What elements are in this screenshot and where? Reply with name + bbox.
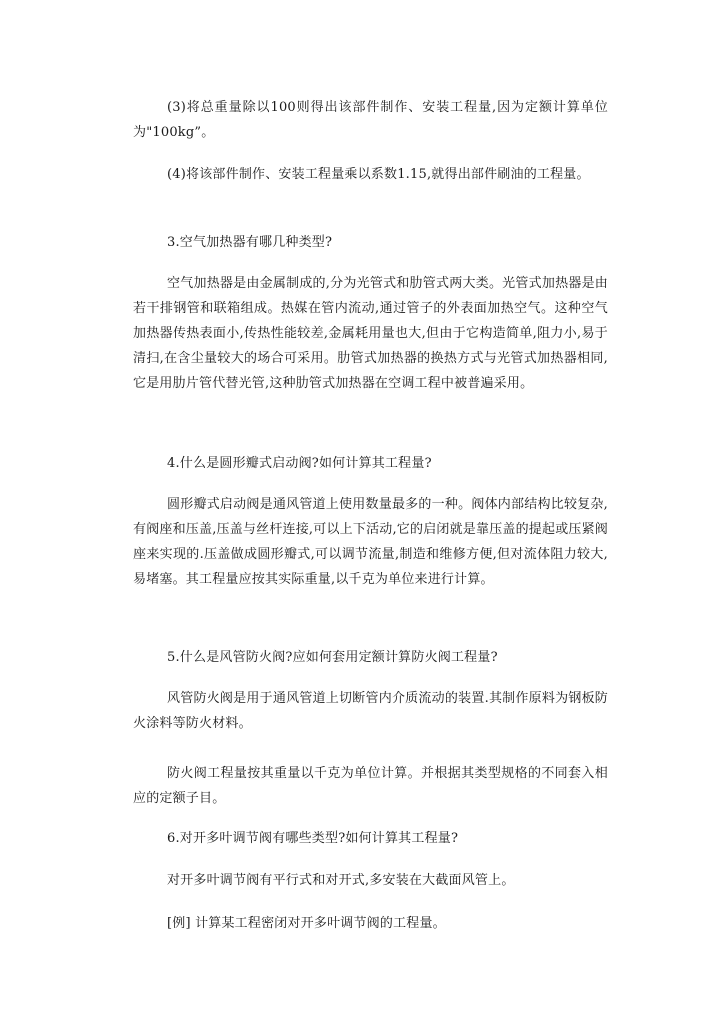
paragraph-round-valve: 圆形瓣式启动阀是通风管道上使用数量最多的一种。阀体内部结构比较复杂,有阀座和压盖,压盖与丝杆连接,可以上下活动,它的启闭就是靠压盖的提起或压紧阀座来实现的.压盖做成圆形瓣式,可以调节流量,制造和维修方便,但对流体阻力较大,易堵塞。其工程量应按其实际重量,以千克为单位来进行计算。 xyxy=(133,497,608,587)
question-heading-5: 5.什么是风管防火阀?应如何套用定额计算防火阀工程量? xyxy=(167,650,498,665)
question-heading-4: 4.什么是圆形瓣式启动阀?如何计算其工程量? xyxy=(167,456,432,471)
question-heading-6: 6.对开多叶调节阀有哪些类型?如何计算其工程量? xyxy=(167,831,459,846)
paragraph-step-3: (3)将总重量除以100则得出该部件制作、安装工程量,因为定额计算单位为"100kg”。 xyxy=(133,100,608,140)
paragraph-air-heater: 空气加热器是由金属制成的,分为光管式和肋管式两大类。光管式加热器是由若干排钢管和联箱组成。热媒在管内流动,通过管子的外表面加热空气。这种空气加热器传热表面小,传热性能较差,金属耗用量也大,但由于它构造简单,阻力小,易于清扫,在含尘量较大的场合可采用。肋管式加热器的换热方式与光管式加热器相同,它是用肋片管代替光管,这种肋管式加热器在空调工程中被普遍采用。 xyxy=(133,276,608,391)
paragraph-fire-damper: 风管防火阀是用于通风管道上切断管内介质流动的装置.其制作原料为钢板防火涂料等防火材料。 xyxy=(133,691,608,731)
paragraph-step-4: (4)将该部件制作、安装工程量乘以系数1.15,就得出部件刷油的工程量。 xyxy=(167,167,590,182)
paragraph-example: [例] 计算某工程密闭对开多叶调节阀的工程量。 xyxy=(167,916,446,931)
paragraph-multi-blade-valve: 对开多叶调节阀有平行式和对开式,多安装在大截面风管上。 xyxy=(167,873,515,888)
question-heading-3: 3.空气加热器有哪几种类型? xyxy=(167,235,333,250)
paragraph-fire-damper-quantity: 防火阀工程量按其重量以千克为单位计算。并根据其类型规格的不同套入相应的定额子目。 xyxy=(133,766,608,806)
